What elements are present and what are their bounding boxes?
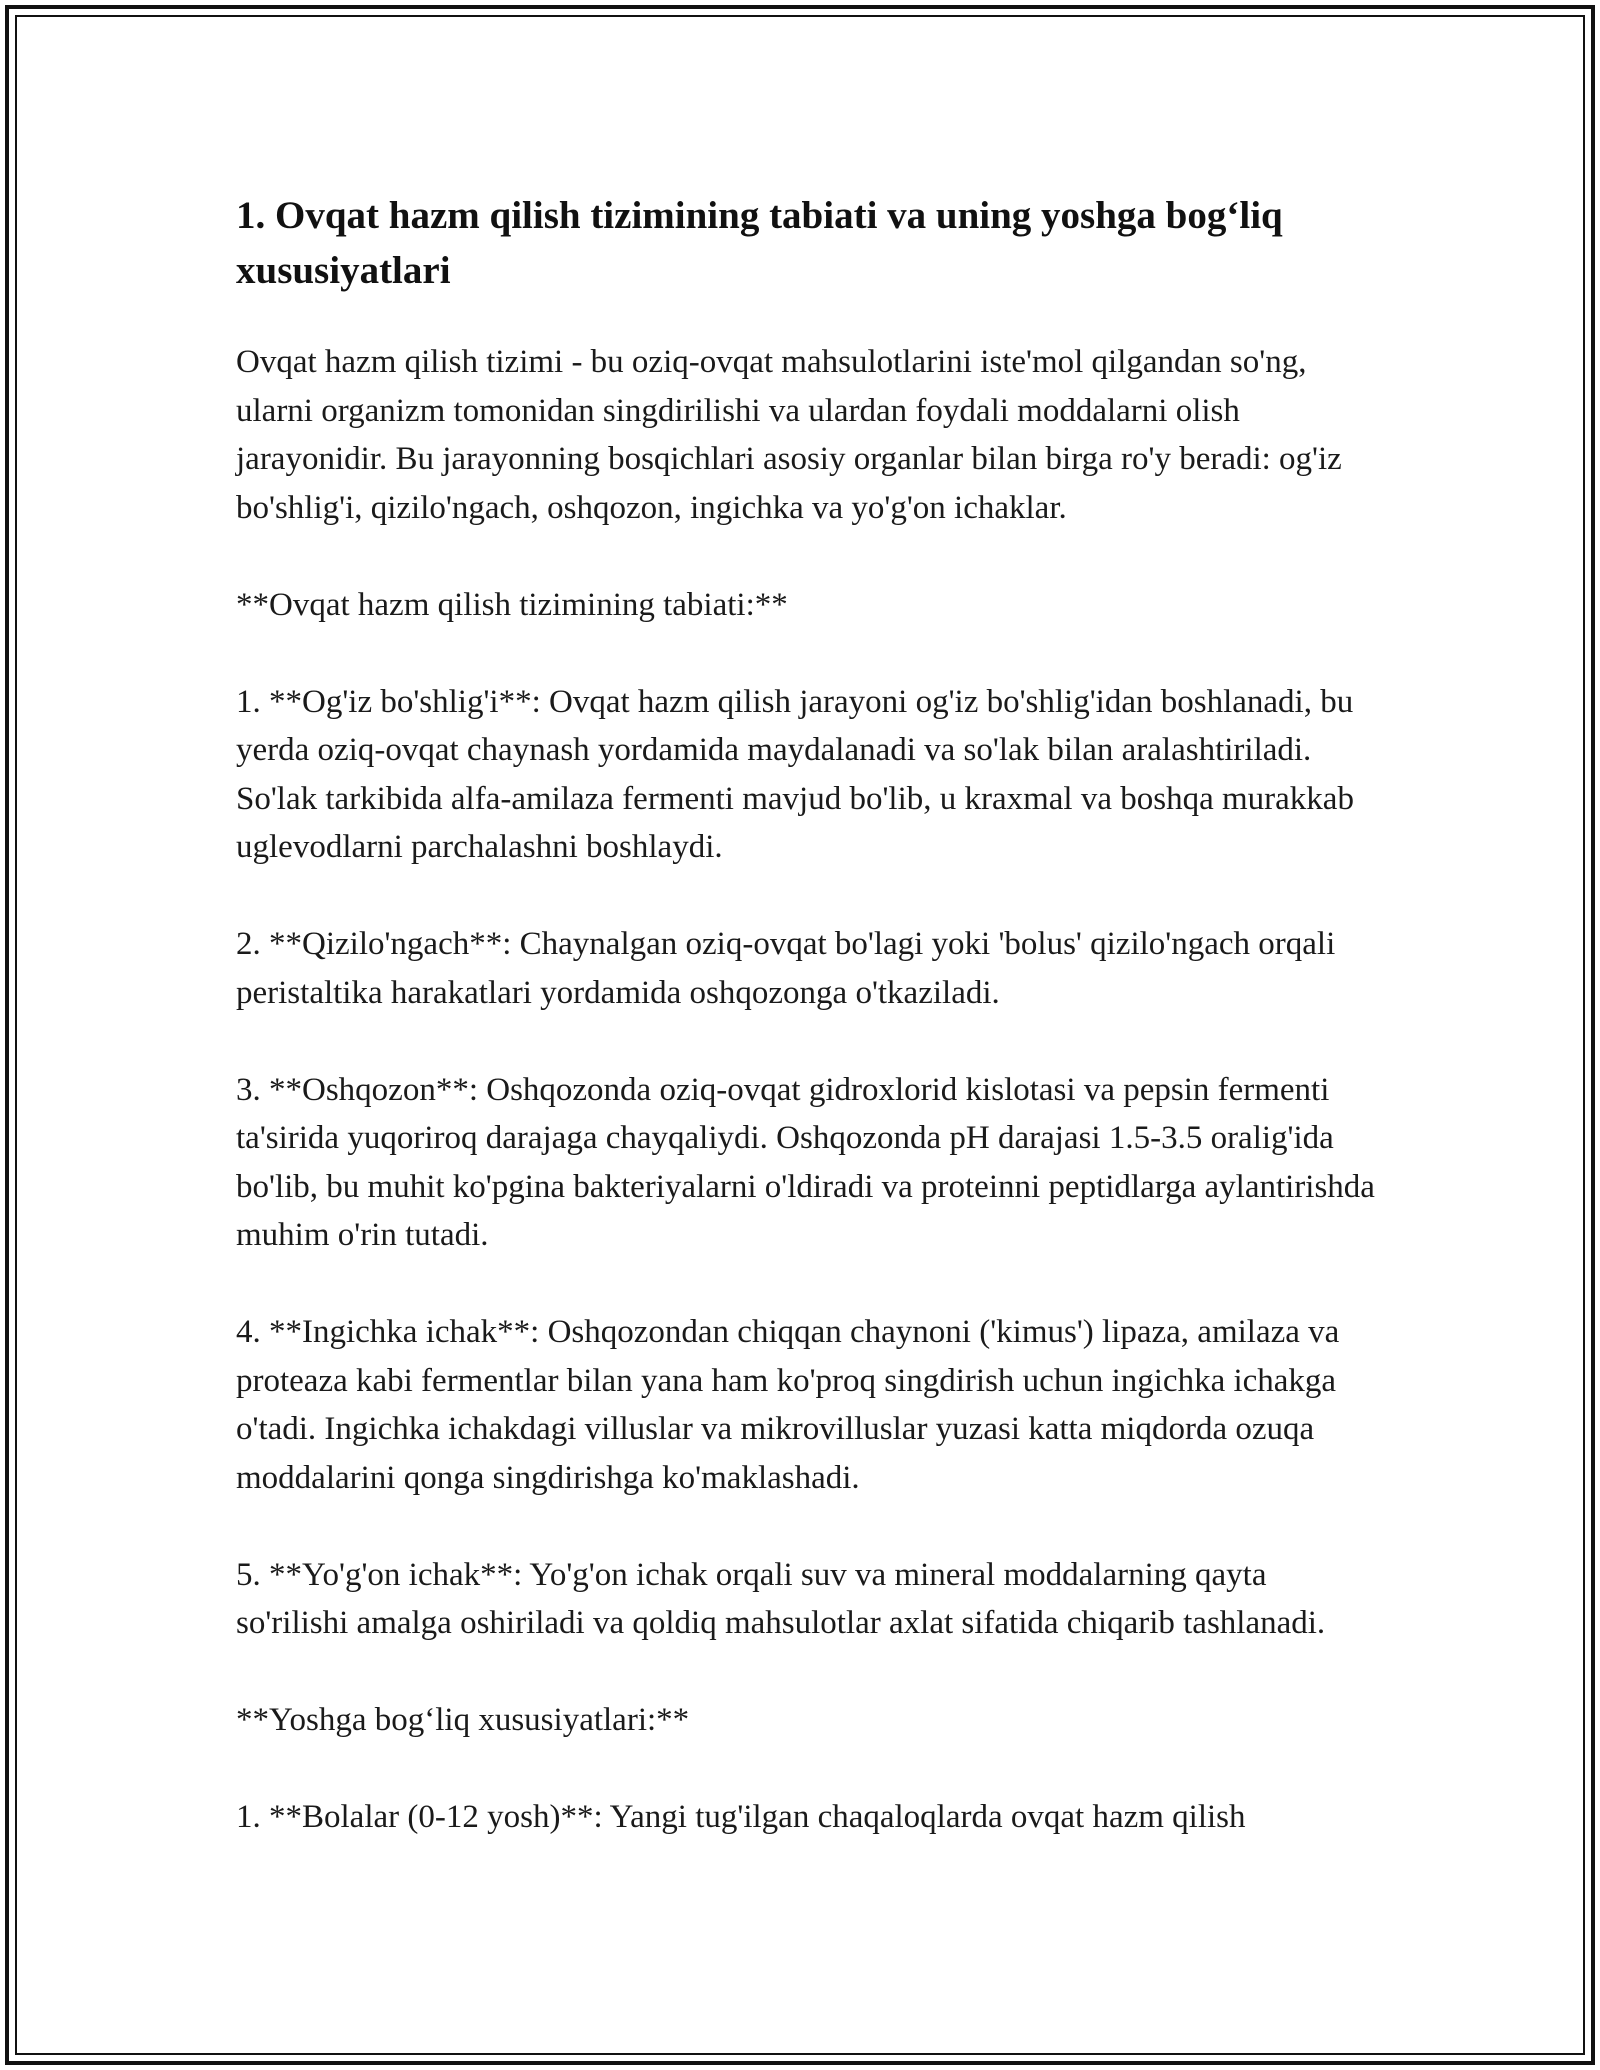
section-heading-age: **Yoshga bog‘liq xususiyatlari:**	[236, 1702, 690, 1738]
paragraph-gap	[236, 629, 1376, 678]
document-page	[236, 188, 1384, 1842]
document-title: 1. Ovqat hazm qilish tizimining tabiati va uning yoshga bog‘liq xususiyatlari	[236, 194, 1283, 292]
paragraph-gap	[236, 1745, 1376, 1794]
paragraph-gap	[236, 872, 1376, 921]
list-item-children: 1. **Bolalar (0-12 yosh)**: Yangi tug'ilgan chaqaloqlarda ovqat hazm qilish	[236, 1799, 1246, 1835]
list-item-mouth: 1. **Og'iz bo'shlig'i**: Ovqat hazm qilish jarayoni og'iz bo'shlig'idan boshlanadi, bu yerda oziq-ovqat chaynash yordamida maydalanadi va so'lak bilan aralashtiriladi. So'lak tarkibida alfa-amilaza fermenti mavjud bo'lib, u kraxmal va boshqa murakkab uglevodlarni parchalashni boshlaydi.	[236, 683, 1363, 865]
list-item-large-intestine: 5. **Yo'g'on ichak**: Yo'g'on ichak orqali suv va mineral moddalarning qayta so'rilishi amalga oshiriladi va qoldiq mahsulotlar axlat sifatida chiqarib tashlanadi.	[236, 1556, 1326, 1641]
paragraph-gap	[236, 1648, 1376, 1697]
paragraph-gap	[236, 1017, 1376, 1066]
list-item-small-intestine: 4. **Ingichka ichak**: Oshqozondan chiqqan chaynoni ('kimus') lipaza, amilaza va proteaza kabi fermentlar bilan yana ham ko'proq singdirish uchun ingichka ichakga o'tadi. Ingichka ichakdagi villuslar va mikrovilluslar yuzasi katta miqdorda ozuqa moddalarini qonga singdirishga ko'maklashadi.	[236, 1314, 1348, 1496]
paragraph-gap	[236, 1502, 1376, 1551]
paragraph-gap	[236, 532, 1376, 581]
intro-paragraph: Ovqat hazm qilish tizimi - bu oziq-ovqat mahsulotlarini iste'mol qilgandan so'ng, ularni organizm tomonidan singdirilishi va ulardan foydali moddalarni olish jarayonidir. Bu jarayonning bosqichlari asosiy organlar bilan birga ro'y beradi: og'iz bo'shlig'i, qizilo'ngach, oshqozon, ingichka va yo'g'on ichaklar.	[236, 344, 1351, 526]
paragraph-gap	[236, 1260, 1376, 1309]
list-item-stomach: 3. **Oshqozon**: Oshqozonda oziq-ovqat gidroxlorid kislotasi va pepsin fermenti ta'sirida yuqoriroq darajaga chayqaliydi. Oshqozonda pH darajasi 1.5-3.5 oralig'ida bo'lib, bu muhit ko'pgina bakteriyalarni o'ldiradi va proteinni peptidlarga aylantirishda muhim o'rin tutadi.	[236, 1071, 1384, 1253]
list-item-esophagus: 2. **Qizilo'ngach**: Chaynalgan oziq-ovqat bo'lagi yoki 'bolus' qizilo'ngach orqali peristaltika harakatlari yordamida oshqozonga o'tkaziladi.	[236, 926, 1344, 1011]
section-heading-nature: **Ovqat hazm qilish tizimining tabiati:**	[236, 586, 788, 623]
